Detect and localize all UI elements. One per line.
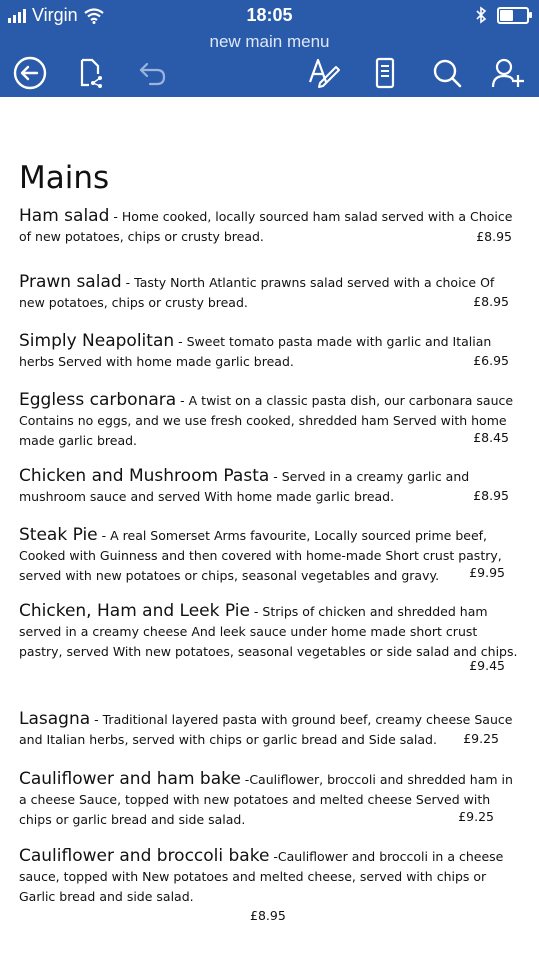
item-price: £6.95 [473,353,509,368]
menu-item [19,709,519,749]
item-description: Home cooked, locally sourced ham salad served with a Choice of new potatoes, chips or crusty bread. [19,209,513,244]
menu-item [19,272,519,312]
item-separator: - [97,528,111,543]
item-name: Prawn salad [19,272,122,292]
edit-button[interactable] [306,55,342,91]
item-price: £8.45 [473,430,509,445]
menu-item [19,390,519,449]
item-description: Tasty North Atlantic prawns salad served with a choice Of new potatoes, chips or crusty bread. [19,275,495,310]
section-heading: Mains [19,160,110,196]
menu-item [19,601,519,673]
bluetooth-icon [475,6,487,24]
document-title: new main menu [209,32,330,51]
item-name: Lasagna [19,709,91,729]
item-price: £8.95 [250,908,286,923]
menu-item [19,769,519,828]
item-price: £9.95 [469,565,505,580]
reading-view-icon [368,56,402,90]
item-name: Chicken and Mushroom Pasta [19,466,270,486]
item-price: £9.25 [458,809,494,824]
item-name: Cauliflower and broccoli bake [19,846,270,866]
menu-item [19,466,519,506]
undo-icon [135,56,169,90]
search-icon [430,56,464,90]
battery-icon [497,7,529,24]
back-circle-icon [13,56,47,90]
add-person-icon [491,56,525,90]
reading-view-button[interactable] [367,55,403,91]
item-name: Chicken, Ham and Leek Pie [19,601,250,621]
search-button[interactable] [429,55,465,91]
item-separator: - [174,334,187,349]
status-bar [0,3,539,29]
item-separator: - [121,275,135,290]
item-price: £8.95 [473,294,509,309]
item-separator: - [90,712,103,727]
item-separator: - [269,469,282,484]
item-description: A twist on a classic pasta dish, our carbonara sauce Contains no eggs, and we use fresh cooked, shredded ham Served with home made garlic bread. [19,393,514,448]
document-body [19,160,519,923]
item-price: £9.25 [463,731,499,746]
item-description: Served in a creamy garlic and mushroom sauce and served With home made garlic bread. [19,469,470,504]
menu-item [19,331,519,371]
item-name: Eggless carbonara [19,390,177,410]
toolbar [0,55,539,93]
item-name: Simply Neapolitan [19,331,175,351]
carrier-label: Virgin [32,5,78,25]
item-name: Cauliflower and ham bake [19,769,241,789]
item-description: Traditional layered pasta with ground beef, creamy cheese Sauce and Italian herbs, served with chips or garlic bread and Side salad. [19,712,513,747]
menu-item [19,846,519,925]
item-separator: - [109,209,122,224]
item-name: Ham salad [19,206,110,226]
clock: 18:05 [246,5,293,25]
menu-item [19,525,519,584]
undo-button[interactable] [134,55,170,91]
menu-item [19,206,519,246]
item-price: £9.45 [469,658,505,673]
item-name: Steak Pie [19,525,98,545]
document-share-icon [73,56,107,90]
item-description: A real Somerset Arms favourite, Locally sourced prime beef, Cooked with Guinness and then covered with home-made Short crust pastry, served with new potatoes or chips, seasonal vegetables and gravy. [19,528,502,583]
item-price: £8.95 [476,229,512,244]
share-document-button[interactable] [72,55,108,91]
item-description: Cauliflower and broccoli in a cheese sauce, topped with New potatoes and melted cheese, served with chips or Garlic bread and side salad. [19,849,504,904]
item-separator: - [249,604,263,619]
item-separator: - [269,849,278,864]
item-separator: - [176,393,189,408]
item-price: £8.95 [473,488,509,503]
item-description: Sweet tomato pasta made with garlic and Italian herbs Served with home made garlic bread. [19,334,492,369]
back-button[interactable] [12,55,48,91]
edit-pen-icon [307,56,341,90]
share-people-button[interactable] [490,55,526,91]
item-description: Cauliflower, broccoli and shredded ham in a cheese Sauce, topped with new potatoes and melted cheese Served with chips or garlic bread and side salad. [19,772,513,827]
item-separator: - [240,772,250,787]
item-description: Strips of chicken and shredded ham served in a creamy cheese And leek sauce under home made short crust pastry, served With new potatoes, seasonal vegetables or side salad and chips. [19,604,518,659]
app-header [0,0,539,97]
